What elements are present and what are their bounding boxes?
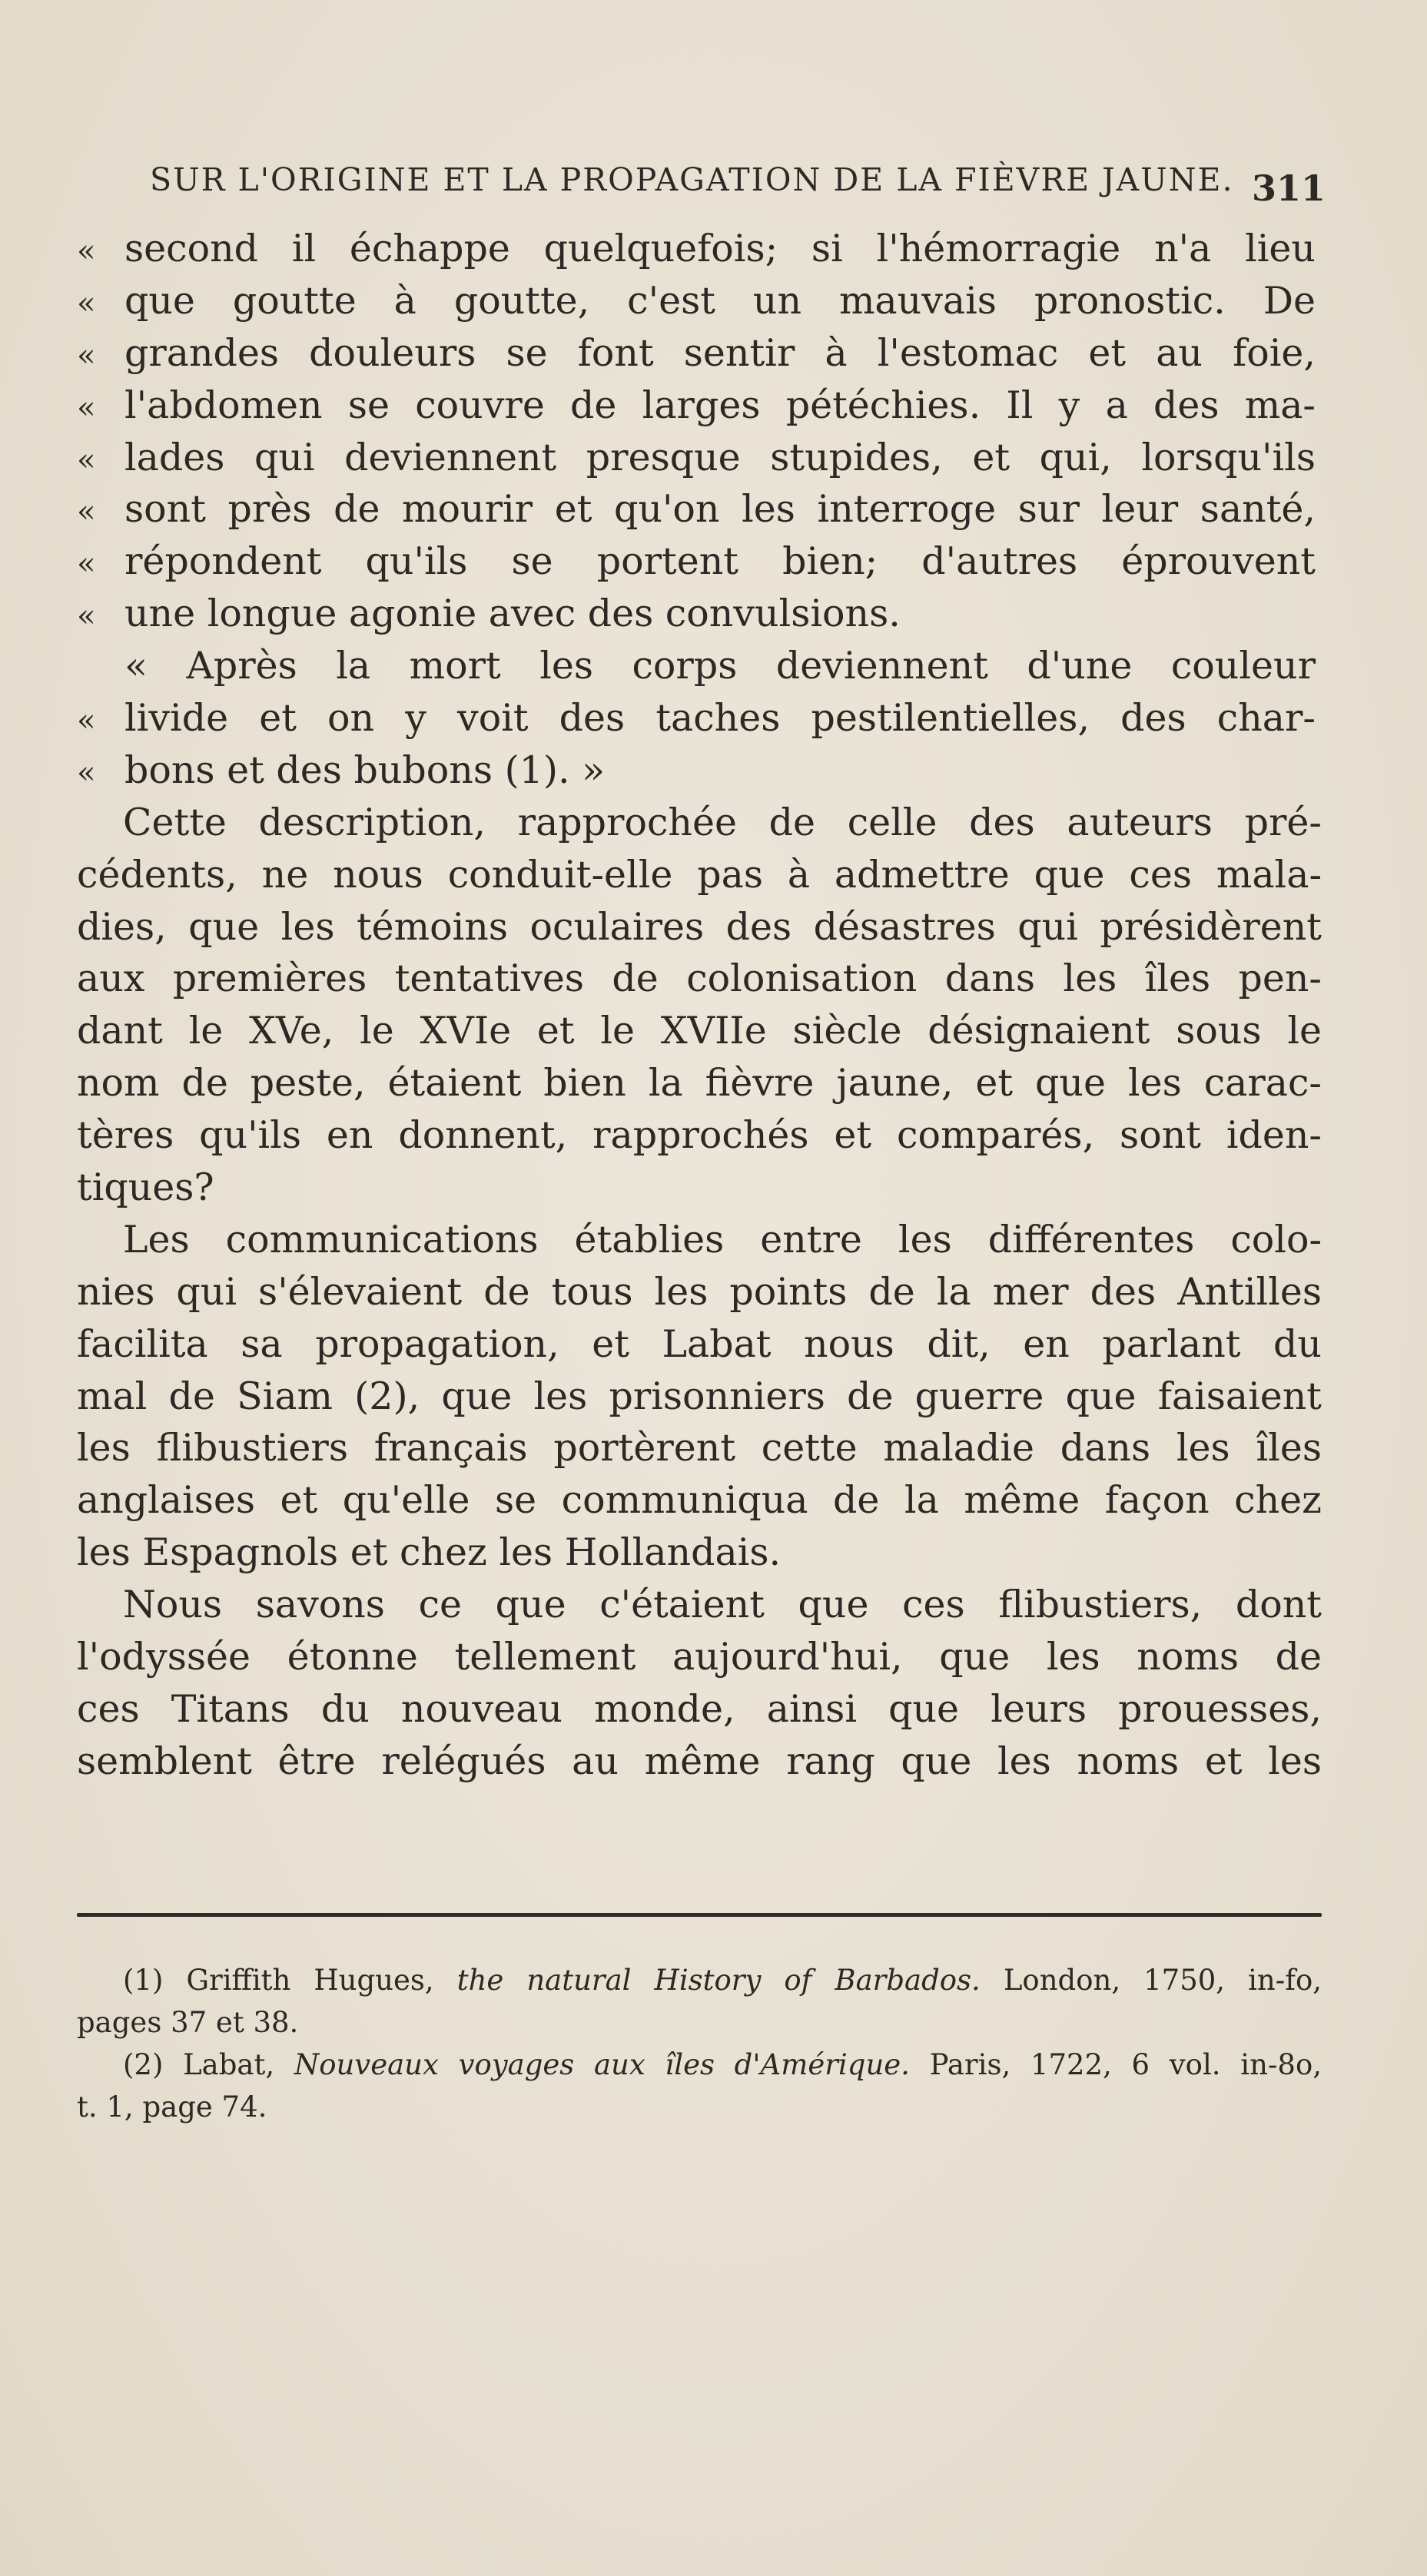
text-line: « second il échappe quelquefois; si l'hémorragie n'a lieu bbox=[77, 223, 1322, 275]
body-text bbox=[77, 223, 1322, 1788]
text-line: anglaises et qu'elle se communiqua de la même façon chez bbox=[77, 1478, 1322, 1523]
text-line: Nous savons ce que c'étaient que ces flibustiers, dont bbox=[123, 1583, 1322, 1627]
text-line: facilita sa propagation, et Labat nous dit, en parlant du bbox=[77, 1321, 1322, 1366]
text-line: « lades qui deviennent presque stupides, et qui, lorsqu'ils bbox=[77, 432, 1322, 484]
quote-mark: « bbox=[77, 546, 96, 582]
text-line: dant le XVe, le XVIe et le XVIIe siècle désignaient sous le bbox=[77, 1009, 1322, 1053]
text-line: « une longue agonie avec des convulsions. bbox=[77, 588, 1322, 640]
text-line: « grandes douleurs se font sentir à l'estomac et au foie, bbox=[77, 327, 1322, 380]
text-line: « que goutte à goutte, c'est un mauvais pronostic. De bbox=[77, 275, 1322, 327]
text-line: les Espagnols et chez les Hollandais. bbox=[77, 1530, 782, 1575]
footnote-2: (2) Labat, Nouveaux voyages aux îles d'Amérique. Paris, 1722, 6 vol. in-8o, bbox=[123, 2048, 1322, 2081]
text-line: Cette description, rapprochée de celle des auteurs pré- bbox=[123, 800, 1322, 844]
quote-mark: « bbox=[77, 494, 96, 530]
quote-mark: « bbox=[77, 390, 96, 426]
text-line: cédents, ne nous conduit-elle pas à admettre que ces mala- bbox=[77, 852, 1322, 897]
quote-mark: « bbox=[77, 337, 96, 373]
text-line: nies qui s'élevaient de tous les points de la mer des Antilles bbox=[77, 1269, 1322, 1314]
footnote-2-continued: t. 1, page 74. bbox=[77, 2090, 267, 2123]
text-line: tères qu'ils en donnent, rapprochés et comparés, sont iden- bbox=[77, 1113, 1322, 1158]
text-line: semblent être relégués au même rang que les noms et les bbox=[77, 1739, 1322, 1783]
text-line: mal de Siam (2), que les prisonniers de guerre que faisaient bbox=[77, 1374, 1322, 1418]
text-line: « répondent qu'ils se portent bien; d'autres éprouvent bbox=[77, 535, 1322, 588]
text-line: nom de peste, étaient bien la fièvre jaune, et que les carac- bbox=[77, 1061, 1322, 1106]
text-line: « bons et des bubons (1). » bbox=[77, 744, 1322, 797]
text-line: les flibustiers français portèrent cette maladie dans les îles bbox=[77, 1426, 1322, 1470]
page-number: 311 bbox=[1251, 167, 1326, 209]
text-line: aux premières tentatives de colonisation dans les îles pen- bbox=[77, 956, 1322, 1001]
text-line: ces Titans du nouveau monde, ainsi que leurs prouesses, bbox=[77, 1686, 1322, 1731]
running-head: SUR L'ORIGINE ET LA PROPAGATION DE LA FIÈVRE JAUNE. bbox=[150, 161, 1234, 198]
text-line: Les communications établies entre les différentes colo- bbox=[123, 1217, 1322, 1261]
page-header bbox=[150, 161, 1326, 207]
quote-mark: « bbox=[77, 598, 96, 635]
quote-mark: « bbox=[77, 754, 96, 791]
text-line: « sont près de mourir et qu'on les interroge sur leur santé, bbox=[77, 483, 1322, 535]
text-line: l'odyssée étonne tellement aujourd'hui, que les noms de bbox=[77, 1635, 1322, 1679]
quote-mark: « bbox=[77, 285, 96, 321]
footnotes bbox=[77, 1959, 1322, 2128]
footnote-divider bbox=[77, 1913, 1322, 1917]
quote-mark: « bbox=[77, 234, 96, 269]
text-line: « livide et on y voit des taches pestilentielles, des char- bbox=[77, 692, 1322, 744]
quote-mark: « bbox=[77, 442, 96, 478]
text-line: « Après la mort les corps deviennent d'une couleur bbox=[124, 644, 1316, 688]
footnote-1: (1) Griffith Hugues, the natural History of Barbados. London, 1750, in-fo, bbox=[123, 1964, 1322, 1997]
text-line: tiques? bbox=[77, 1165, 214, 1210]
footnote-1-continued: pages 37 et 38. bbox=[77, 2006, 299, 2039]
text-line: « l'abdomen se couvre de larges pétéchies. Il y a des ma- bbox=[77, 380, 1322, 432]
text-line: dies, que les témoins oculaires des désastres qui présidèrent bbox=[77, 904, 1322, 949]
quote-mark: « bbox=[77, 703, 96, 739]
